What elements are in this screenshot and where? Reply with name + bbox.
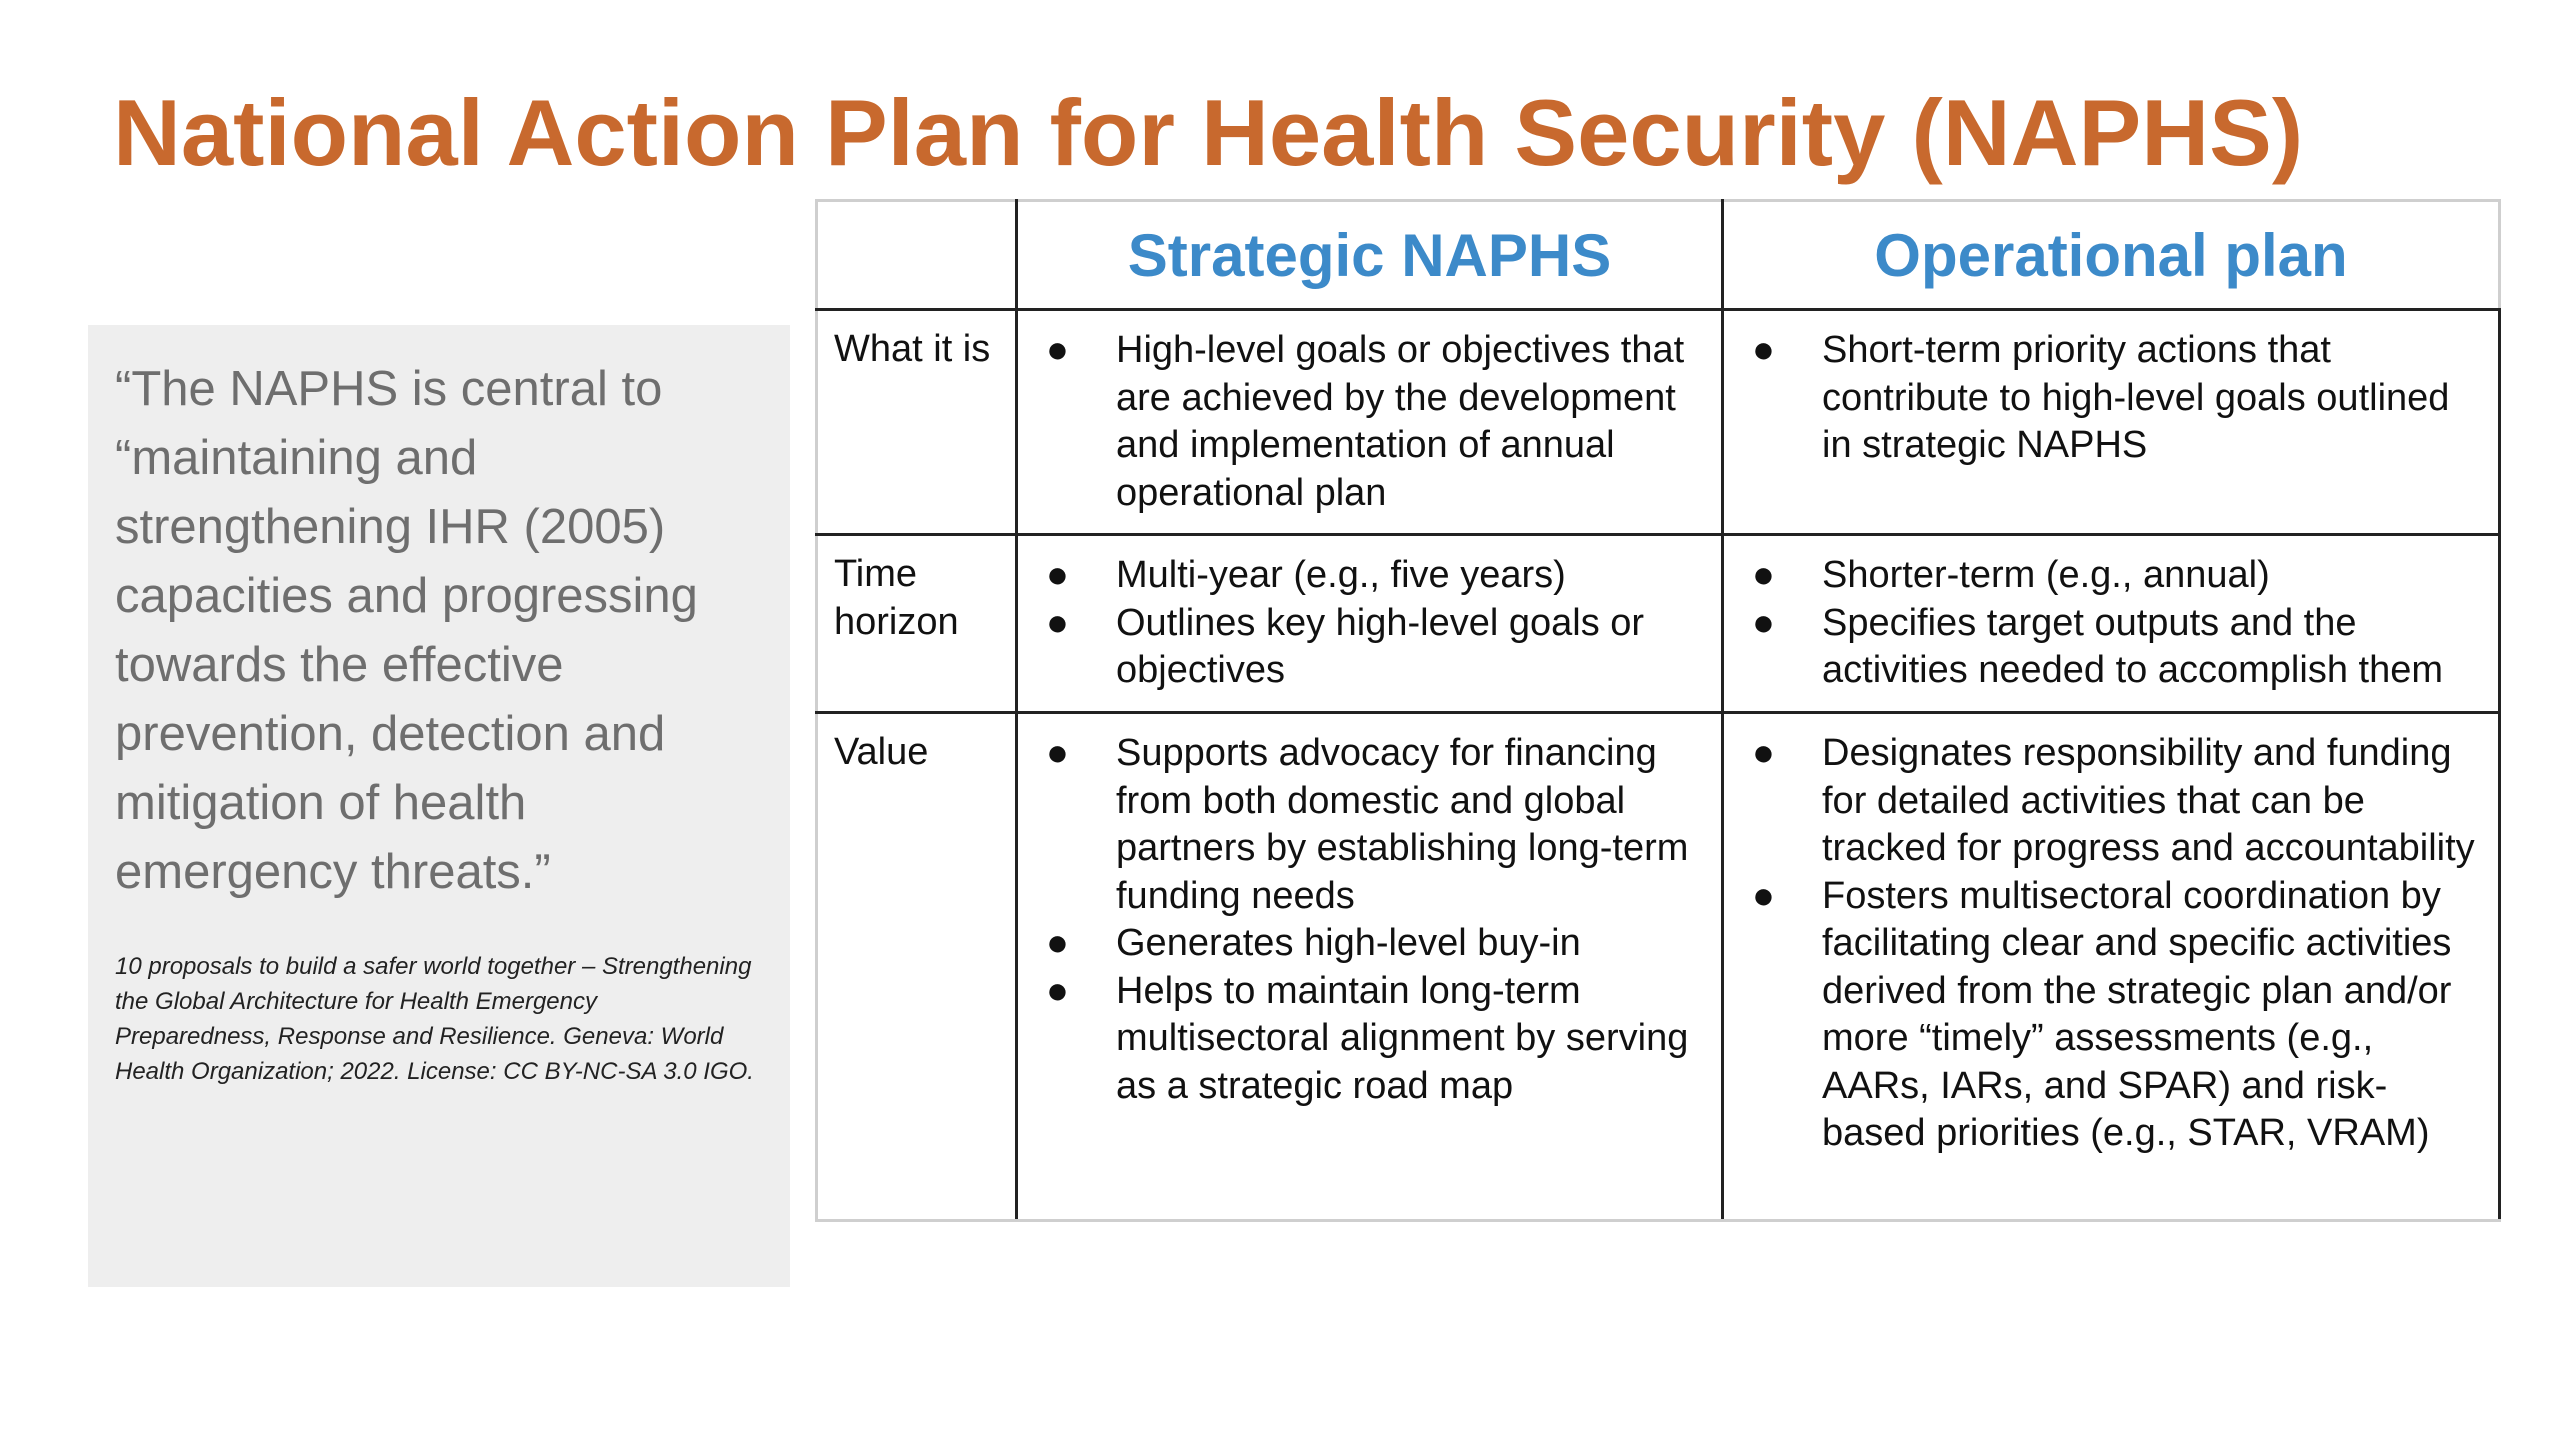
bullet-icon: ● [1046, 922, 1069, 964]
bullet-list [1036, 327, 1703, 517]
list-item-text: Helps to maintain long-term multisectoral alignment by serving as a strategic road map [1116, 969, 1689, 1107]
list-item [1742, 552, 2480, 600]
list-item-text: Designates responsibility and funding for detailed activities that can be tracked for progress and accountability [1822, 732, 2475, 869]
list-item-text: Outlines key high-level goals or objectives [1116, 601, 1645, 691]
bullet-list [1036, 552, 1703, 695]
quote-citation: 10 proposals to build a safer world together – Strengthening the Global Architecture for Health Emergency Preparedness, Response and Resilience. Geneva: World Health Organization; 2022. License: CC BY-NC-SA 3.0 IGO. [115, 953, 754, 1085]
comparison-table [815, 199, 2501, 1222]
row-label: Time horizon [817, 535, 1017, 713]
list-item [1036, 920, 1703, 968]
list-item [1742, 327, 2480, 470]
bullet-icon: ● [1752, 329, 1775, 371]
row-label: What it is [817, 310, 1017, 535]
bullet-icon: ● [1046, 329, 1069, 371]
bullet-icon: ● [1046, 601, 1069, 644]
list-item [1036, 327, 1703, 517]
quote-text: “The NAPHS is central to “maintaining and strengthening IHR (2005) capacities and progressing towards the effective prevention, detection and mitigation of health emergency threats.” [115, 362, 698, 899]
operational-cell [1723, 535, 2500, 713]
list-item [1036, 968, 1703, 1111]
bullet-icon: ● [1046, 969, 1069, 1012]
list-item-text: Shorter-term (e.g., annual) [1822, 554, 2270, 596]
list-item-text: Fosters multisectoral coordination by facilitating clear and specific activities derived from the strategic plan and/or more “timely” assessments (e.g., AARs, IARs, and SPAR) and risk-based priorities (e.g., STAR, VRAM) [1822, 874, 2452, 1154]
bullet-list [1742, 552, 2480, 695]
list-item-text: Multi-year (e.g., five years) [1116, 554, 1566, 596]
strategic-cell [1017, 713, 1723, 1221]
bullet-icon: ● [1752, 554, 1775, 596]
operational-cell [1723, 713, 2500, 1221]
bullet-list [1036, 730, 1703, 1110]
list-item-text: Generates high-level buy-in [1116, 922, 1581, 964]
list-item [1742, 600, 2480, 695]
table-corner-cell [817, 201, 1017, 310]
list-item-text: High-level goals or objectives that are achieved by the development and implementation of annual operational plan [1116, 329, 1685, 514]
bullet-list [1742, 730, 2480, 1158]
strategic-cell [1017, 310, 1723, 535]
bullet-icon: ● [1046, 554, 1069, 596]
table-row-time-horizon [817, 535, 2500, 713]
bullet-icon: ● [1752, 874, 1775, 917]
list-item [1742, 873, 2480, 1158]
list-item-text: Specifies target outputs and the activities needed to accomplish them [1822, 601, 2443, 691]
column-header-operational: Operational plan [1723, 201, 2500, 310]
list-item-text: Supports advocacy for financing from both domestic and global partners by establishing long-term funding needs [1116, 732, 1689, 917]
bullet-list [1742, 327, 2480, 470]
list-item-text: Short-term priority actions that contribute to high-level goals outlined in strategic NAPHS [1822, 329, 2450, 466]
quote-panel [88, 325, 790, 1287]
column-header-strategic: Strategic NAPHS [1017, 201, 1723, 310]
slide-title: National Action Plan for Health Security (NAPHS) [113, 80, 2304, 185]
table-header-row [817, 201, 2500, 310]
operational-cell [1723, 310, 2500, 535]
table-row-what-it-is [817, 310, 2500, 535]
strategic-cell [1017, 535, 1723, 713]
bullet-icon: ● [1752, 732, 1775, 774]
list-item [1036, 730, 1703, 920]
bullet-icon: ● [1046, 732, 1069, 774]
list-item [1742, 730, 2480, 873]
list-item [1036, 600, 1703, 695]
table-row-value [817, 713, 2500, 1221]
list-item [1036, 552, 1703, 600]
row-label: Value [817, 713, 1017, 1221]
bullet-icon: ● [1752, 601, 1775, 644]
